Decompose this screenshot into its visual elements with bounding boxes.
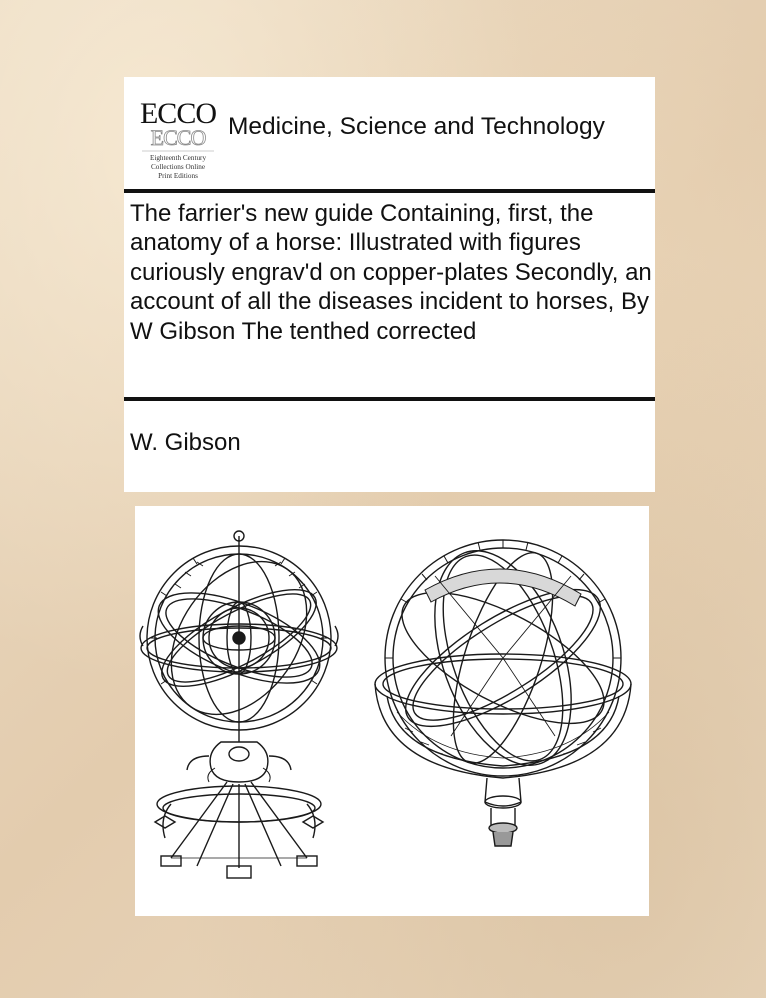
logo-letters-bottom: ECCO xyxy=(150,125,206,150)
illustration-plate xyxy=(135,506,649,916)
author-name: W. Gibson xyxy=(130,429,241,456)
armillary-sphere-with-dome-base-icon xyxy=(375,532,631,846)
divider-top xyxy=(124,189,655,193)
logo-caption-line-1: Eighteenth Century xyxy=(149,154,207,162)
series-title: Medicine, Science and Technology xyxy=(228,113,605,140)
divider-bottom xyxy=(124,397,655,401)
book-title: The farrier's new guide Containing, first, the anatomy of a horse: Illustrated with figures curiously engrav'd on copper-plates Secondly, an account of all the diseases incident to horses, By W Gibson The tenthed corrected xyxy=(130,200,652,345)
logo-caption-line-2: Collections Online xyxy=(150,163,206,171)
ecco-logo xyxy=(136,91,220,181)
logo-caption-line-3: Print Editions xyxy=(158,172,198,180)
cover-panel xyxy=(124,77,655,492)
armillary-sphere-on-stand-icon xyxy=(140,531,338,878)
series-header xyxy=(124,77,655,189)
logo-letters-top: ECCO xyxy=(139,97,217,130)
